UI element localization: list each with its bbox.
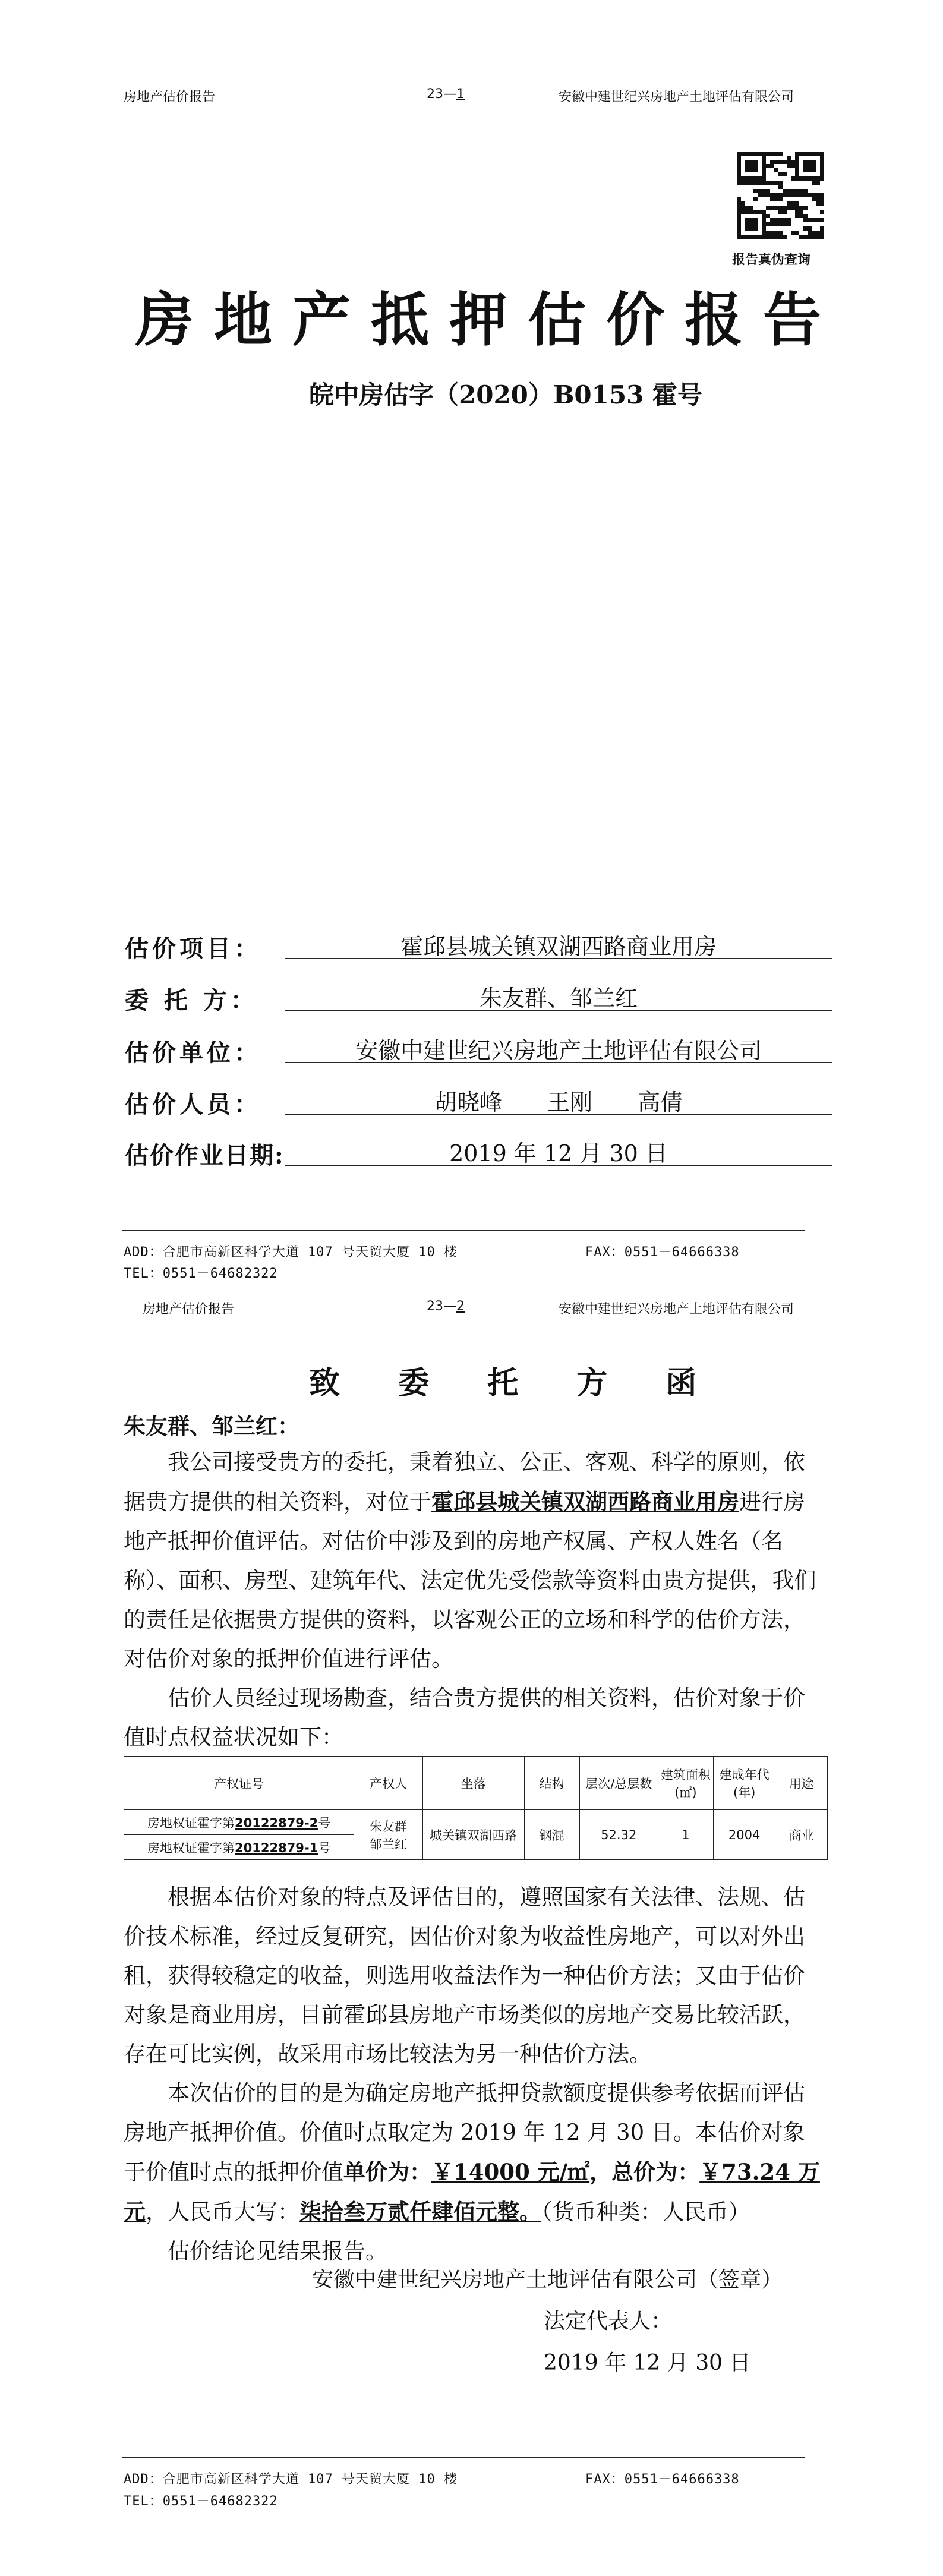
table-cell-area: 1	[658, 1810, 713, 1860]
header-right: 安徽中建世纪兴房地产土地评估有限公司	[559, 1302, 794, 1317]
letter-title: 致 委 托 方 函	[309, 1365, 721, 1401]
table-header: 建成年代(年)	[713, 1757, 775, 1810]
table-header: 建筑面积(㎡)	[658, 1757, 713, 1810]
footer-address: ADD：合肥市高新区科学大道 107 号天贸大厦 10 楼	[124, 2472, 458, 2487]
table-cell-cert-1: 房地权证霍字第20122879-2号	[124, 1810, 354, 1835]
signature-company: 安徽中建世纪兴房地产土地评估有限公司（签章）	[312, 2268, 783, 2292]
header-left: 房地产估价报告	[143, 1302, 235, 1317]
property-table	[124, 1756, 828, 1860]
report-title: 房地产抵押估价报告	[135, 286, 842, 354]
qr-caption: 报告真伪查询	[732, 253, 811, 267]
footer-fax: FAX：0551－64666338	[585, 2472, 740, 2487]
salutation: 朱友群、邹兰红：	[124, 1413, 299, 1439]
footer-address: ADD：合肥市高新区科学大道 107 号天贸大厦 10 楼	[124, 1245, 458, 1260]
table-cell-cert-2: 房地权证霍字第20122879-1号	[124, 1835, 354, 1860]
signature-representative: 法定代表人：	[544, 2309, 673, 2334]
table-cell-owner: 朱友群 邹兰红	[354, 1810, 422, 1860]
footer-tel: TEL：0551－64682322	[124, 2494, 278, 2509]
footer-rule	[122, 2457, 805, 2458]
field-label-unit: 估价单位：	[125, 1039, 261, 1067]
table-header: 结构	[524, 1757, 579, 1810]
paragraph-2: 估价人员经过现场勘查，结合贵方提供的相关资料，估价对象于价值时点权益状况如下：	[124, 1685, 805, 1750]
footer-tel: TEL：0551－64682322	[124, 1266, 278, 1281]
header-left: 房地产估价报告	[124, 90, 216, 105]
paragraph-3: 根据本估价对象的特点及评估目的，遵照国家有关法律、法规、估价技术标准，经过反复研究，因估价对象为收益性房地产，可以对外出租，获得较稳定的收益，则选用收益法作为一种估价方法；又由于估价对象是商业用房，目前霍邱县房地产市场类似的房地产交易比较活跃，存在可比实例，故采用市场比较法为另一种估价方法。	[124, 1884, 805, 2067]
paragraph-1: 我公司接受贵方的委托，秉着独立、公正、客观、科学的原则，依据贵方提供的相关资料，对位于霍邱县城关镇双湖西路商业用房进行房地产抵押价值评估。对估价中涉及到的房地产权属、产权人姓名（名称）、面积、房型、建筑年代、法定优先受偿款等资料由贵方提供，我们的责任是依据贵方提供的资料，以客观公正的立场和科学的估价方法，对估价对象的抵押价值进行评估。	[124, 1449, 816, 1672]
paragraph-5: 估价结论见结果报告。	[168, 2238, 387, 2264]
table-header: 坐落	[422, 1757, 524, 1810]
field-label-staff: 估价人员：	[125, 1090, 261, 1118]
table-cell-floors: 52.32	[579, 1810, 658, 1860]
field-value-project: 霍邱县城关镇双湖西路商业用房	[285, 928, 832, 959]
table-cell-location: 城关镇双湖西路	[422, 1810, 524, 1860]
table-cell-year: 2004	[713, 1810, 775, 1860]
table-cell-use: 商业	[775, 1810, 828, 1860]
field-value-unit: 安徽中建世纪兴房地产土地评估有限公司	[285, 1032, 832, 1063]
header-page-number: 23—2	[427, 1299, 465, 1314]
letter-body-bottom	[124, 1878, 825, 2271]
footer-fax: FAX：0551－64666338	[585, 1245, 740, 1260]
table-header: 层次/总层数	[579, 1757, 658, 1810]
paragraph-4: 本次估价的目的是为确定房地产抵押贷款额度提供参考依据而评估房地产抵押价值。价值时点取定为 2019 年 12 月 30 日。本估价对象于价值时点的抵押价值单价为：￥14000 元/㎡，总价为：￥73.24 万元，人民币大写：柒拾叁万贰仟肆佰元整。（货币种类：人民币）	[124, 2080, 820, 2225]
table-header: 产权人	[354, 1757, 422, 1810]
letter-body-top	[124, 1443, 825, 1757]
field-label-date: 估价作业日期:	[125, 1142, 285, 1169]
field-value-staff: 胡晓峰 王刚 高倩	[285, 1084, 832, 1115]
table-row	[124, 1810, 828, 1835]
signature-date: 2019 年 12 月 30 日	[544, 2351, 751, 2375]
footer-rule	[122, 1230, 805, 1231]
header-page-number: 23—1	[427, 87, 465, 102]
table-header: 产权证号	[124, 1757, 354, 1810]
field-value-client: 朱友群、邹兰红	[285, 980, 832, 1011]
report-number: 皖中房估字（2020）B0153 霍号	[309, 380, 702, 409]
qr-code[interactable]	[737, 152, 824, 239]
field-label-project: 估价项目：	[125, 935, 261, 963]
field-label-client: 委 托 方：	[125, 986, 258, 1014]
table-header-row	[124, 1757, 828, 1810]
field-value-date: 2019 年 12 月 30 日	[285, 1135, 832, 1166]
table-header: 用途	[775, 1757, 828, 1810]
header-right: 安徽中建世纪兴房地产土地评估有限公司	[559, 90, 794, 105]
table-cell-structure: 钢混	[524, 1810, 579, 1860]
